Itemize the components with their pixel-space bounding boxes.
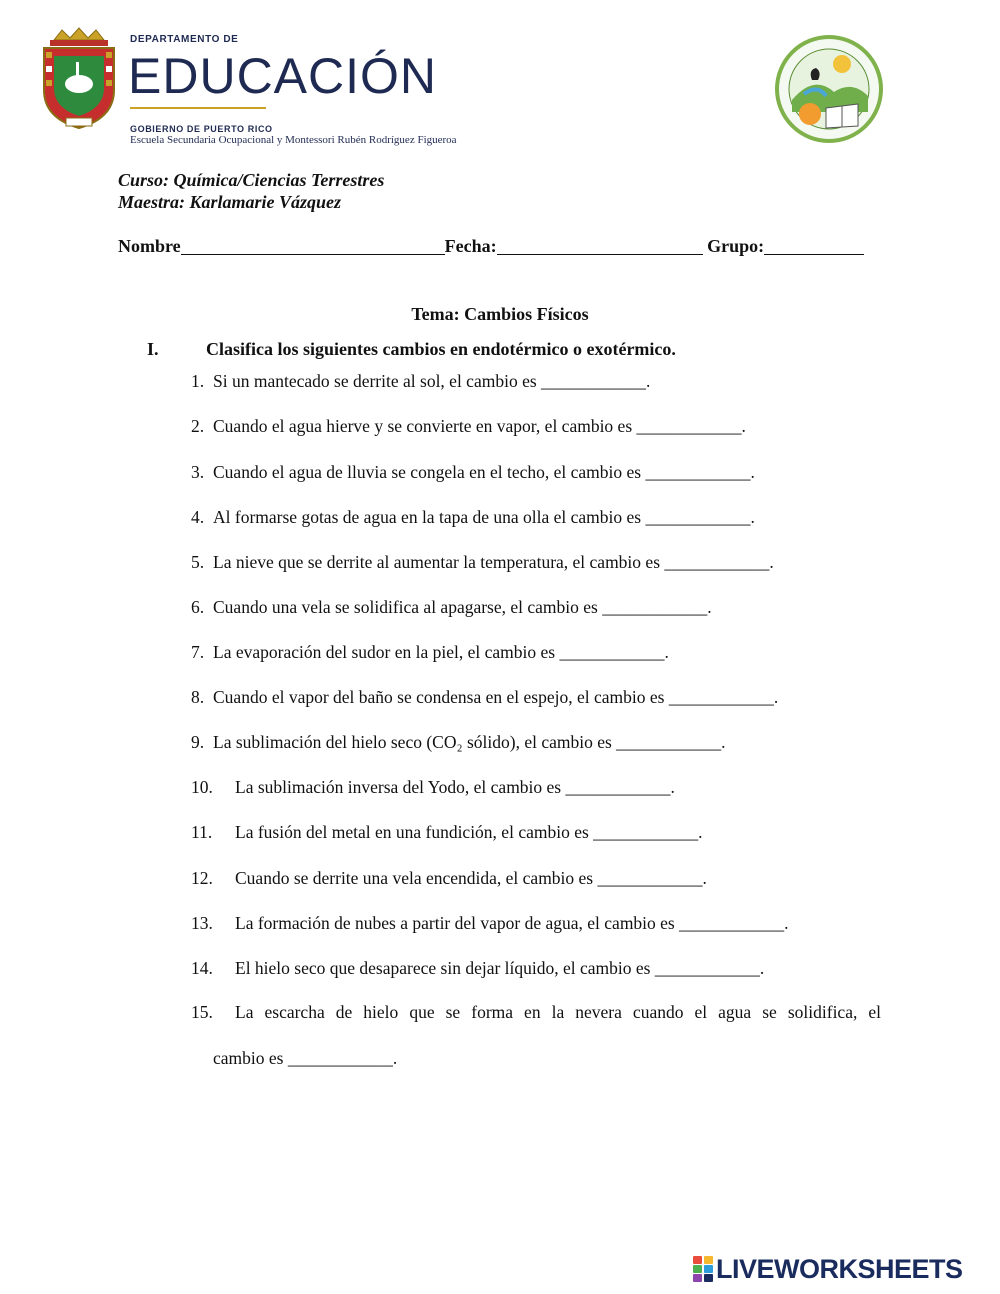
department-title: EDUCACIÓN [128,48,438,104]
question-item[interactable]: 12. Cuando se derrite una vela encendida, el cambio es ____________. [191,868,707,888]
student-fields [118,236,864,257]
department-label: DEPARTAMENTO DE [130,34,239,45]
question-item[interactable]: 15. La escarcha de hielo que se forma en la nevera cuando el agua se solidifica, el cambio es ____________. [191,1002,881,1068]
name-field[interactable] [181,236,445,255]
question-continuation: cambio es ____________. [213,1048,398,1068]
liveworksheets-icon [692,1255,714,1283]
question-item[interactable]: 4. Al formarse gotas de agua en la tapa de una olla el cambio es ____________. [191,507,755,527]
course-info [118,169,384,213]
teacher-name: Maestra: Karlamarie Vázquez [118,192,342,212]
question-item[interactable]: 10. La sublimación inversa del Yodo, el cambio es ____________. [191,777,675,797]
question-item[interactable]: 11. La fusión del metal en una fundición, el cambio es ____________. [191,822,703,842]
school-seal-icon [774,34,884,144]
topic-title: Tema: Cambios Físicos [411,304,589,324]
question-item[interactable]: 6. Cuando una vela se solidifica al apagarse, el cambio es ____________. [191,597,712,617]
question-item[interactable]: 9. La sublimación del hielo seco (CO₂ sólido), el cambio es ____________. [191,732,726,752]
section-number: I. [147,339,159,359]
question-item[interactable]: 13. La formación de nubes a partir del vapor de agua, el cambio es ____________. [191,913,789,933]
puerto-rico-coat-of-arms-icon [36,26,122,132]
question-item[interactable]: 7. La evaporación del sudor en la piel, el cambio es ____________. [191,642,669,662]
question-item[interactable]: 5. La nieve que se derrite al aumentar la temperatura, el cambio es ____________. [191,552,774,572]
group-label: Grupo: [707,236,765,256]
question-item[interactable]: 8. Cuando el vapor del baño se condensa en el espejo, el cambio es ____________. [191,687,779,707]
liveworksheets-brand: LIVEWORKSHEETS [716,1253,963,1284]
question-item[interactable]: 3. Cuando el agua de lluvia se congela en el techo, el cambio es ____________. [191,462,755,482]
question-item[interactable]: 2. Cuando el agua hierve y se convierte en vapor, el cambio es ____________. [191,416,746,436]
date-field[interactable] [497,236,703,255]
question-item[interactable]: 14. El hielo seco que desaparece sin dejar líquido, el cambio es ____________. [191,958,765,978]
group-field[interactable] [764,236,864,255]
course-name: Curso: Química/Ciencias Terrestres [118,170,385,190]
section-instructions: Clasifica los siguientes cambios en endotérmico o exotérmico. [206,339,676,359]
liveworksheets-logo[interactable] [692,1254,963,1284]
government-label: GOBIERNO DE PUERTO RICO [130,124,273,134]
name-label: Nombre [118,236,181,256]
header-divider [130,107,266,109]
question-item[interactable]: 1. Si un mantecado se derrite al sol, el cambio es ____________. [191,371,651,391]
school-name: Escuela Secundaria Ocupacional y Montessori Rubén Rodríguez Figueroa [130,134,457,146]
date-label: Fecha: [444,236,497,256]
